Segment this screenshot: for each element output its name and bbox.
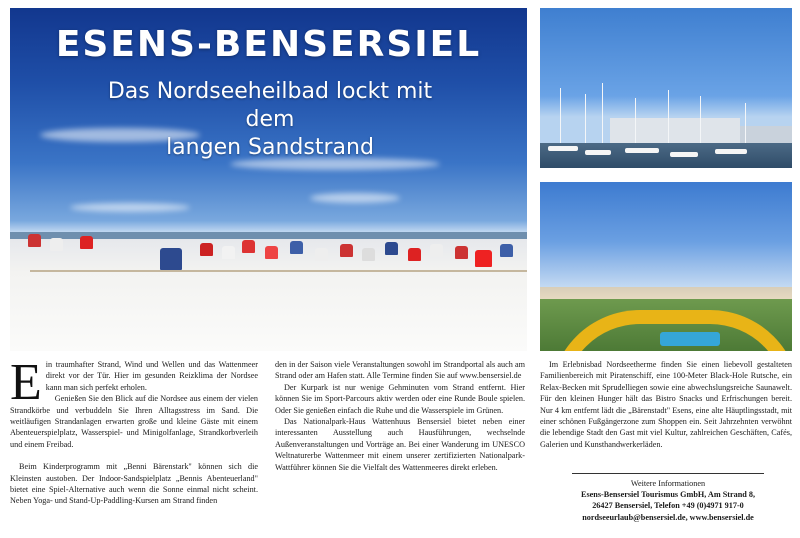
beach-chair	[265, 246, 278, 259]
paragraph: den in der Saison viele Veranstaltungen sowohl im Strandportal als auch am Strand oder am Hafen statt. Alle Termine finden Sie auf www.bensersiel.de	[275, 360, 525, 381]
beach-chair	[160, 248, 182, 270]
paragraph: Genießen Sie den Blick auf die Nordsee aus einem der vielen Strandkörbe und verbuddeln Sie Ihren Alltagsstress im Sand. Die weitläufigen Strandanlagen erwarten große und kleine Gäste mit einem Abenteuerspielplatz, Wasserspiel- und Minigolfanlage, Strandkorbverleih und einem Freibad.	[10, 394, 258, 449]
boat-mast	[700, 96, 701, 148]
boat	[715, 149, 747, 154]
subtitle-line: Das Nordseeheilbad lockt mit dem	[107, 79, 433, 132]
article-column-1	[10, 354, 258, 507]
beach-shore	[540, 287, 792, 299]
paragraph: Im Erlebnisbad Nordseetherme finden Sie einen liebevoll gestalteten Familienbereich mit Piratenschiff, eine 100-Meter Black-Hole Rutsche, ein Relax-Becken mit Sprudelliegen sowie eine abwechslungsreiche Saunawelt. Für den kleinen Hunger hält das Bistro Snacks und Erfrischungen bereit. Nur 4 km entfernt lädt die „Bärenstadt" Esens, eine alte Häuptlingsstadt, mit einer schönen Fußgängerzone zum Shoppen ein. Seit Jahrzehnten verwöhnt die lebendige Stadt den Gast mit viel Kultur, zahlreichen Geschäften, Cafés, Galerien und Kunsthandwerkerläden.	[540, 360, 792, 449]
divider	[572, 473, 764, 474]
beach-chair	[200, 243, 213, 256]
page-subtitle	[80, 78, 460, 162]
hero-beach-photo	[10, 8, 527, 351]
harbour-building	[610, 118, 740, 144]
boat	[670, 152, 698, 157]
info-phone: 26427 Bensersiel, Telefon +49 (0)4971 917-0	[592, 501, 744, 511]
cloud	[70, 203, 190, 212]
info-heading: Weitere Informationen	[630, 479, 706, 488]
beach-chair	[315, 248, 328, 261]
article-column-2	[275, 359, 525, 473]
beach-chair	[385, 242, 398, 255]
boat	[625, 148, 659, 153]
subtitle-line: langen Sandstrand	[166, 135, 374, 160]
harbour-building	[740, 126, 792, 144]
beach-chair	[290, 241, 303, 254]
waterslide-photo	[540, 182, 792, 351]
info-address: Esens-Bensersiel Tourismus GmbH, Am Strand 8,	[580, 490, 755, 500]
beach-chair	[242, 240, 255, 253]
page-title: ESENS-BENSERSIEL	[55, 24, 482, 65]
beach-chair	[50, 238, 63, 251]
beach-chair	[500, 244, 513, 257]
cloud	[310, 193, 400, 203]
boat-mast	[745, 103, 746, 148]
boat	[548, 146, 578, 151]
boat	[585, 150, 611, 155]
boat-mast	[585, 94, 586, 148]
beach-fence	[30, 270, 527, 278]
drop-cap: E	[10, 354, 42, 411]
paragraph: Beim Kinderprogramm mit „Benni Bärenstark" können sich die Kleinsten austoben. Der Indoor-Sandspielplatz „Bennis Abenteuerland" bietet eine Spiel-Alternative auch wenn die Sonne einmal nicht scheint. Neben Yoga- und Stand-Up-Paddling-Kursen am Strand finden	[10, 462, 258, 506]
beach-chair	[80, 236, 93, 249]
beach-chair	[455, 246, 468, 259]
boat-mast	[602, 83, 603, 148]
boat-mast	[635, 98, 636, 148]
beach-chair	[222, 246, 235, 259]
boat-mast	[560, 88, 561, 148]
info-web: nordseeurlaub@bensersiel.de, www.bensersiel.de	[582, 512, 754, 522]
beach-chair	[408, 248, 421, 261]
article-column-3	[540, 359, 792, 450]
beach-chair	[362, 248, 375, 261]
contact-info	[548, 478, 788, 523]
paragraph: Der Kurpark ist nur wenige Gehminuten vom Strand entfernt. Hier können Sie im Sport-Parcours aktiv werden oder eine Runde Boule spielen. Oder Sie genießen einfach die Ruhe und die Wasserspiele im Grünen.	[275, 382, 525, 415]
paragraph-text: in traumhafter Strand, Wind und Wellen und das Wattenmeer direkt vor der Tür. Hier im gesunden Reizklima der Nordsee kann man sich perfekt erholen.	[45, 360, 258, 392]
beach-chair	[430, 244, 443, 257]
boat-mast	[668, 90, 669, 148]
paragraph: Das Nationalpark-Haus Wattenhuus Bensersiel bietet neben einer interessanten Ausstellung auch Hausführungen, wechselnde Außenveranstaltungen und Vorträge an. Bei einer Wanderung im UNESCO Weltnaturerbe Wattenmeer mit einem unserer zertifizierten Nationalpark-Wattführer können Sie die Vielfalt des Wattenmeeres direkt erleben.	[275, 417, 525, 472]
beach-chair	[28, 234, 41, 247]
harbour-photo	[540, 8, 792, 168]
beach-chair	[340, 244, 353, 257]
beach-chair	[475, 250, 492, 267]
paragraph	[10, 354, 258, 411]
